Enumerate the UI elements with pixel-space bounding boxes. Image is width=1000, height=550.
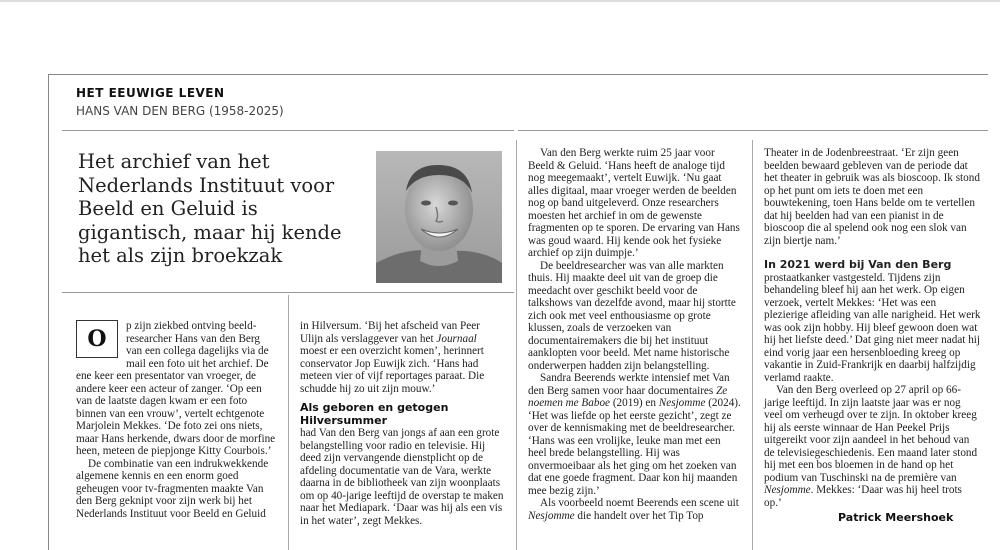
article-column-4	[764, 147, 982, 509]
paragraph: Van den Berg werkte ruim 25 jaar voor Beeld & Geluid. ‘Hans heeft de analoge tijd nog meegemaakt’, vertelt Euwijk. ‘Nu gaat alles digitaal, maar vroeger werden de beelden nog op band uitgeleverd. Onze researchers moesten het archief in om de gewenste fragmenten op te sporen. De ervaring van Hans was goud waard. Hij kende ook het fysieke archief op zijn duimpje.’	[528, 147, 740, 259]
article-column-3	[528, 147, 742, 522]
subheading: Als geboren en getogen Hilversummer	[300, 401, 449, 427]
drop-cap: O	[76, 320, 118, 358]
paragraph: in Hilversum. ‘Bij het afscheid van Peer Ulijn als verslaggever van het Journaal moest er een overzicht komen’, herinnert conservator Jop Euwijk zich. ‘Hans had meteen vier of vijf reportages paraat. Die schudde hij zo uit zijn mouw.’	[300, 320, 485, 395]
paragraph: Sandra Beerends werkte intensief met Van den Berg samen voor haar documentaires Ze noemen me Baboe (2019) en Nesjomme (2024). ‘Het was liefde op het eerste gezicht’, zegt ze over de kennismaking met de beeldresearcher. ‘Hans was een vrolijke, leuke man met een heel brede belangstelling. Hij was onvermoeibaar als het ging om het zoeken van dat ene goede fragment. Daar kon hij maanden mee bezig zijn.’	[528, 372, 741, 497]
paragraph: De combinatie van een indrukwekkende algemene kennis en een enorm goed geheugen voor tv-fragmenten maakte Van den Berg geknipt voor zijn werk bij het Nederlands Instituut voor Beeld en Geluid	[76, 457, 269, 520]
article-headline: Het archief van het Nederlands Instituut voor Beeld en Geluid is gigantisch, maar hij kende het als zijn broekzak	[78, 150, 342, 267]
paragraph: Van den Berg overleed op 27 april op 66-jarige leeftijd. In zijn laatste jaar was er nog veel om verheugd over te zijn. In oktober kreeg hij als eerste winnaar de Han Peekel Prijs uitgereikt voor zijn aandeel in het behoud van de televisiegeschiedenis. Een maand later stond hij met een bos bloemen in de hand op het podium van Tuschinski na de première van Nesjomme. Mekkes: ‘Daar was hij heel trots op.’	[764, 384, 978, 509]
portrait-photo	[376, 151, 502, 283]
lead-in: In 2021 werd bij Van den Berg	[764, 258, 952, 271]
paragraph: had Van den Berg van jongs af aan een grote belangstelling voor radio en televisie. Hij deed zijn vervangende dienstplicht op de afdeling documentatie van de Vara, werkte daarna in de bibliotheek van zijn woonplaats om op 40-jarige leeftijd de overstap te maken naar het Mediapark. ‘Daar was hij als een vis in het water’, zegt Mekkes.	[300, 427, 504, 527]
paragraph: In 2021 werd bij Van den Berg prostaatkanker vastgesteld. Tijdens zijn behandeling bleef hij aan het werk. Op eigen verzoek, vertelt Mekkes: ‘Het was een plezierige afleiding van alle narigheid. Het werk was ook zijn hobby. Hij bleef gewoon doen wat hij het liefste deed.’ Dat ging niet meer nadat hij eind vorig jaar een hersenbloeding kreeg op vakantie in Zuid-Frankrijk en daarbij halfzijdig verlamd raakte.	[764, 258, 981, 384]
paragraph: De beeldresearcher was van alle markten thuis. Hij maakte deel uit van de groep die meedacht over geschikt beeld voor de talkshows van dezelfde avond, maar hij stortte zich ook met veel enthousiasme op grote klussen, zoals de verzoeken van documentairemakers die bij het instituut aanklopten voor beeld. Met name historische onderwerpen hadden zijn belangstelling.	[528, 259, 736, 372]
rubric-divider-right	[518, 130, 988, 131]
paragraph: Als voorbeeld noemt Beerends een scene uit Nesjomme die handelt over het Tip Top	[528, 497, 739, 522]
article-frame-top	[48, 74, 988, 75]
page-top-rule	[0, 0, 1000, 2]
section-rubric: HET EEUWIGE LEVEN	[76, 86, 225, 100]
column-rule-2	[516, 140, 517, 550]
paragraph: Theater in de Jodenbreestraat. ‘Er zijn geen beelden bewaard gebleven van de periode dat het theater in gebruik was als bioscoop. Ik stond op het punt om iets te doen met een bouwtekening, toen Hans belde om te vertellen dat hij beelden had van een pianist in de bioscoop die al spelend ook nog een slok van zijn biertje nam.’	[764, 147, 980, 247]
column-rule-1	[288, 295, 289, 550]
intro-paragraph: O p zijn ziekbed ontving beeld-researcher Hans van den Berg van een collega dagelijks via de mail een foto uit het archief. De ene keer een presentator van vroeger, de andere keer een acteur of zanger. ‘Op een van de laatste dagen kwam er een foto binnen van een vrouw’, vertelt echtgenote Marjolein Mekkes. ‘De foto zei ons niets, maar Hans herkende, dwars door de morfine heen, meteen de piepjonge Kitty Courbois.’	[76, 320, 276, 457]
headline-divider	[62, 292, 514, 293]
author-byline: Patrick Meershoek	[838, 511, 954, 524]
rubric-divider-left	[62, 130, 514, 131]
subject-name: HANS VAN DEN BERG (1958-2025)	[76, 104, 284, 118]
column-rule-3	[752, 140, 753, 550]
portrait-icon	[376, 151, 502, 283]
article-frame-left	[48, 74, 49, 550]
article-column-1	[76, 320, 276, 520]
article-column-2	[300, 320, 505, 527]
